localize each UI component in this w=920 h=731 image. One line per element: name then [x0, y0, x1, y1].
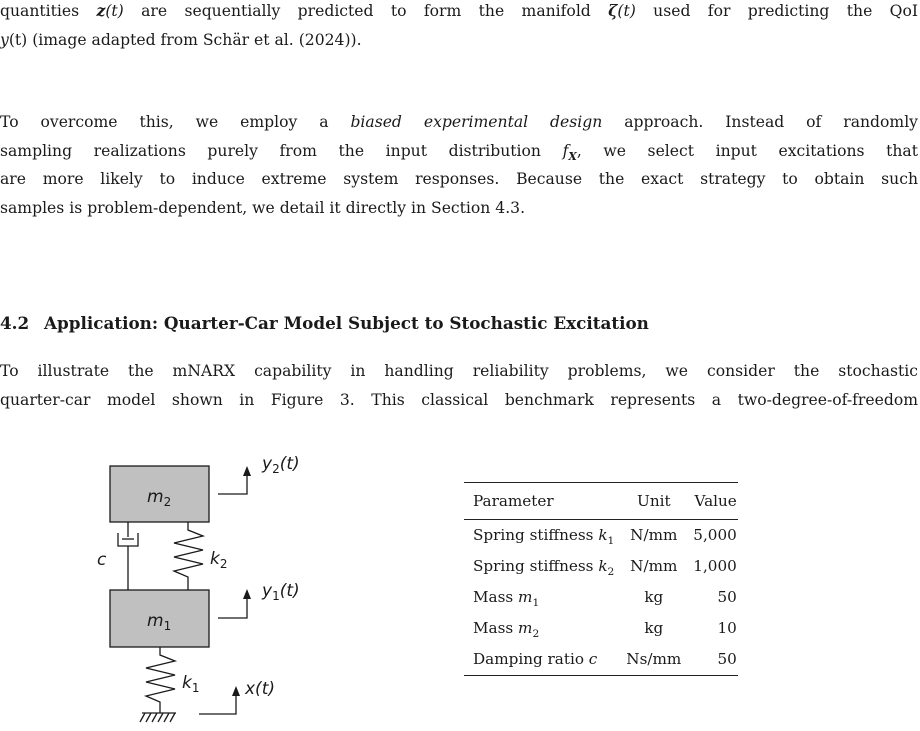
unit-cell: kg: [644, 588, 664, 607]
parameter-subscript: 2: [607, 565, 615, 579]
text: approach. Instead of randomly: [602, 113, 918, 131]
caption-line-1: [0, 0, 918, 26]
paragraph-biased-design: [0, 108, 918, 222]
spring-k1: [146, 647, 175, 713]
unit-cell: N/mm: [630, 526, 678, 545]
paragraph-line: quarter-car model shown in Figure 3. This classical benchmark represents a two-degree-of-freedom: [0, 390, 918, 409]
unit-cell: Ns/mm: [626, 650, 682, 669]
y1-arrow-head: [243, 589, 251, 599]
x-arrow-line: [199, 694, 236, 714]
parameter-symbol: c: [588, 650, 598, 669]
value-cell: 10: [717, 619, 737, 638]
text: sampling realizations purely from the input distribution: [0, 141, 563, 160]
parameter-cell: [464, 551, 620, 582]
symbol-zeta: ζ: [608, 1, 618, 20]
parameter-symbol: m: [518, 588, 533, 607]
parameter-symbol: k: [598, 526, 608, 545]
parameter-cell: [464, 613, 620, 644]
y2-arrow-head: [243, 466, 251, 476]
text: To overcome this, we employ a: [0, 113, 351, 131]
parameter-table: [464, 482, 738, 676]
parameter-symbol: k: [598, 557, 608, 576]
section-number: 4.2: [0, 313, 30, 333]
value-cell: 50: [717, 650, 737, 669]
spring-k2: [174, 522, 203, 590]
column-header-unit: Unit: [637, 491, 671, 510]
y2-label: $y_2(t)$: [262, 454, 300, 476]
parameter-cell: [464, 520, 620, 552]
table-row: [464, 613, 738, 644]
symbol-t: (t): [105, 2, 124, 20]
parameter-name: Mass: [473, 619, 519, 638]
symbol-f: f: [562, 141, 569, 160]
parameter-name: Spring stiffness: [473, 557, 599, 576]
table-row: [464, 551, 738, 582]
spring-k1-label: $k_1$: [182, 673, 200, 695]
paragraph-line: [0, 108, 918, 137]
symbol-y: y: [0, 30, 9, 49]
caption-line-2: [0, 26, 918, 55]
parameter-symbol: m: [518, 619, 533, 638]
paragraph-line: [0, 137, 918, 166]
parameter-name: Damping ratio: [473, 650, 589, 669]
y1-label: $y_1(t)$: [262, 581, 300, 603]
x-arrow-head: [232, 686, 240, 696]
mass-m2-label: $m_2$: [147, 487, 172, 509]
parameter-subscript: 1: [532, 596, 540, 610]
symbol-z: z: [96, 1, 106, 20]
section-title: Application: Quarter-Car Model Subject to Stochastic Excitation: [44, 313, 649, 333]
paragraph-line: To illustrate the mNARX capability in handling reliability problems, we consider the stochastic: [0, 362, 918, 380]
caption-text: quantities: [0, 2, 97, 20]
damper-symbol: [118, 522, 138, 590]
parameter-subscript: 2: [532, 627, 540, 641]
paragraph-line: are more likely to induce extreme system responses. Because the exact strategy to obtain such: [0, 170, 918, 188]
paragraph-quarter-car: [0, 357, 918, 414]
parameter-cell: [464, 644, 620, 676]
parameter-name: Mass: [473, 588, 519, 607]
figure-caption: [0, 0, 918, 54]
emphasis-text: biased experimental design: [350, 113, 603, 131]
table-header-row: [464, 483, 738, 520]
symbol-t: (t): [617, 2, 636, 20]
value-cell: 1,000: [693, 557, 737, 576]
section-heading: [0, 309, 649, 338]
column-header-value: Value: [694, 491, 737, 510]
paragraph-line: samples is problem-dependent, we detail it directly in Section 4.3.: [0, 198, 526, 217]
table-row: [464, 582, 738, 613]
value-cell: 50: [717, 588, 737, 607]
text: , we select input excitations that: [576, 141, 918, 160]
caption-text: used for predicting the QoI: [635, 2, 918, 20]
x-label: x(t): [245, 679, 275, 699]
spring-k2-label: $k_2$: [210, 549, 228, 571]
caption-text: (t) (image adapted from Schär et al. (2024)).: [8, 30, 362, 49]
caption-text: are sequentially predicted to form the manifold: [123, 2, 609, 20]
parameter-subscript: 1: [607, 534, 615, 548]
y2-arrow-line: [218, 474, 247, 494]
quarter-car-diagram: [0, 440, 360, 730]
column-header-parameter: Parameter: [473, 491, 554, 510]
mass-m1-label: $m_1$: [147, 611, 172, 633]
damper-label: c: [97, 550, 107, 570]
ground-symbol: [140, 713, 176, 722]
value-cell: 5,000: [693, 526, 737, 545]
table-row: [464, 520, 738, 552]
parameter-cell: [464, 582, 620, 613]
unit-cell: kg: [644, 619, 664, 638]
parameter-name: Spring stiffness: [473, 526, 599, 545]
table-row: [464, 644, 738, 676]
symbol-X: X: [568, 149, 577, 163]
unit-cell: N/mm: [630, 557, 678, 576]
y1-arrow-line: [218, 597, 247, 618]
